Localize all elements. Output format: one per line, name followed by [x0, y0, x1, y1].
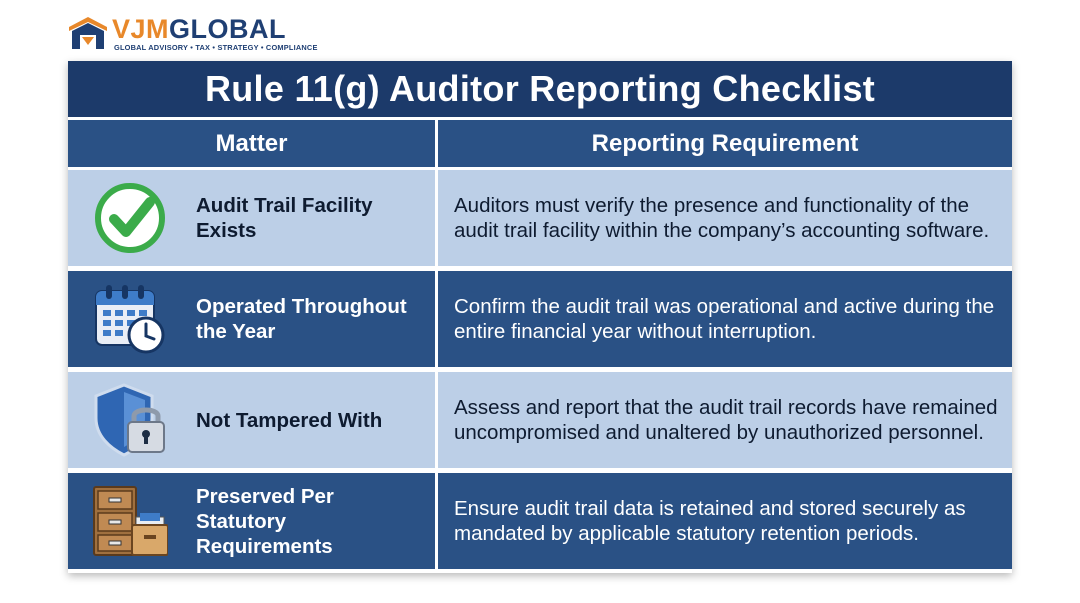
requirement-text: Assess and report that the audit trail records have remained uncompromised and unaltered by unauthorized personnel. [454, 396, 998, 444]
requirement-text: Auditors must verify the presence and functionality of the audit trail facility within the company’s accounting software. [454, 194, 990, 242]
matter-cell [68, 372, 435, 468]
table-row [68, 473, 1012, 569]
requirement-cell [438, 473, 1012, 569]
brand-logo [68, 14, 328, 52]
table-row [68, 170, 1012, 266]
requirement-cell [438, 271, 1012, 367]
requirement-text: Ensure audit trail data is retained and stored securely as mandated by applicable statutory retention periods. [454, 497, 966, 545]
table-row [68, 372, 1012, 468]
requirement-cell [438, 372, 1012, 468]
logo-house-icon [68, 16, 108, 50]
matter-cell [68, 473, 435, 569]
matter-cell [68, 170, 435, 266]
requirement-cell [438, 170, 1012, 266]
logo-tagline: GLOBAL ADVISORY • TAX • STRATEGY • COMPLIANCE [114, 43, 318, 52]
column-header-matter: Matter [68, 120, 435, 167]
requirement-text: Confirm the audit trail was operational and active during the entire financial year without interruption. [454, 295, 995, 343]
page-title: Rule 11(g) Auditor Reporting Checklist [68, 61, 1012, 117]
calendar-clock-icon [92, 281, 168, 357]
table-row [68, 271, 1012, 367]
filing-cabinet-icon [92, 483, 168, 559]
checkmark-icon [92, 180, 168, 256]
shield-lock-icon [92, 382, 168, 458]
matter-label: Not Tampered With [196, 408, 383, 432]
matter-label: Audit Trail Facility Exists [196, 194, 373, 242]
column-header-requirement: Reporting Requirement [438, 120, 1012, 167]
logo-wordmark [112, 14, 286, 44]
logo-brand-vjm: VJM [112, 14, 170, 44]
checklist-table [68, 61, 1012, 573]
matter-label: Preserved Per Statutory Requirements [196, 484, 334, 558]
logo-brand-global: GLOBAL [169, 14, 287, 44]
matter-cell [68, 271, 435, 367]
matter-label: Operated Throughout the Year [196, 295, 407, 343]
